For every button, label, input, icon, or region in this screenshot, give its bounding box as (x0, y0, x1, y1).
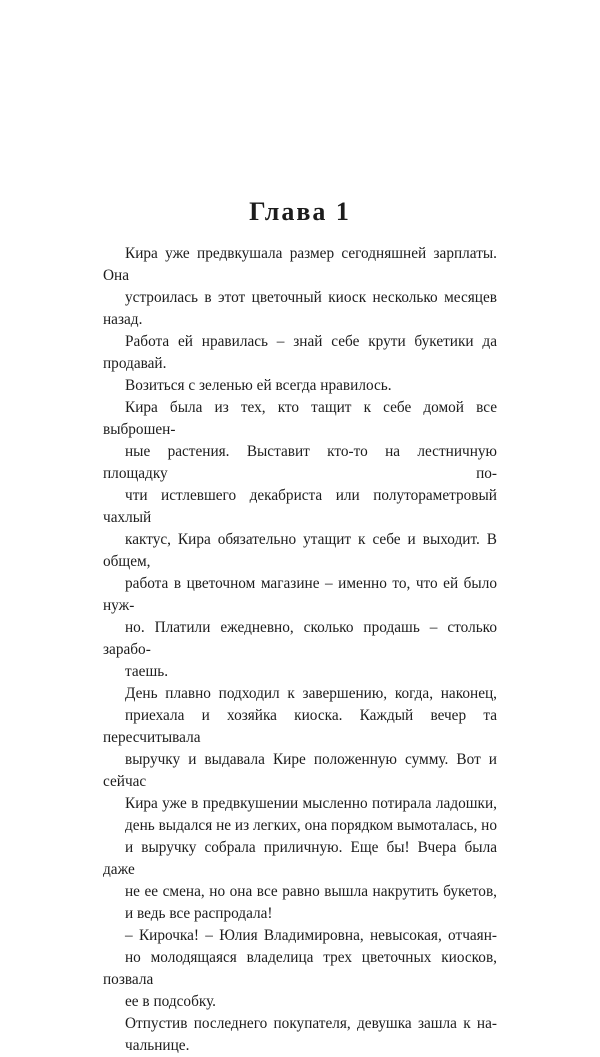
text-line: ные растения. Выставит кто-то на лестничную площадку по- (103, 443, 497, 482)
text-line: чти истлевшего декабриста или полутораметровый чахлый (103, 487, 497, 526)
text-line: и выручку собрала приличную. Еще бы! Вчера была даже (103, 839, 497, 878)
book-page (103, 0, 497, 1054)
text-line: День плавно подходил к завершению, когда, наконец, (125, 685, 497, 702)
text-line: день выдался не из легких, она порядком вымоталась, но (125, 817, 497, 834)
text-line: кактус, Кира обязательно утащит к себе и выходит. В общем, (103, 531, 497, 570)
paragraph (103, 1013, 497, 1057)
text-line: и ведь все распродала! (125, 905, 273, 922)
text-line: приехала и хозяйка киоска. Каждый вечер та пересчитывала (103, 707, 497, 746)
chapter-title: Глава 1 (249, 197, 351, 226)
text-line: Кира уже предвкушала размер сегодняшней зарплаты. Она (103, 245, 497, 284)
text-line: устроилась в этот цветочный киоск несколько месяцев назад. (103, 289, 497, 328)
text-line: Кира уже в предвкушении мысленно потирала ладошки, (125, 795, 497, 812)
paragraph (103, 397, 497, 683)
text-line: но. Платили ежедневно, сколько продашь – столько зарабо- (103, 619, 497, 658)
text-line: Кира была из тех, кто тащит к себе домой все выброшен- (103, 399, 497, 438)
chapter-text (103, 243, 497, 1057)
text-line: работа в цветочном магазине – именно то, что ей было нуж- (103, 575, 497, 614)
text-line: Отпустив последнего покупателя, девушка зашла к на- (125, 1015, 497, 1032)
paragraph (103, 375, 497, 397)
text-line: не ее смена, но она все равно вышла накрутить букетов, (125, 883, 497, 900)
text-line: чальнице. (125, 1037, 190, 1054)
text-line: ее в подсобку. (125, 993, 217, 1010)
text-line: но молодящаяся владелица трех цветочных киосков, позвала (103, 949, 497, 988)
paragraph (103, 925, 497, 1013)
text-line: выручку и выдавала Кире положенную сумму. Вот и сейчас (103, 751, 497, 790)
text-line: – Кирочка! – Юлия Владимировна, невысокая, отчаян- (125, 927, 497, 944)
text-line: таешь. (125, 663, 169, 680)
paragraph (103, 243, 497, 375)
paragraph (103, 683, 497, 925)
text-line: Возиться с зеленью ей всегда нравилось. (125, 377, 392, 394)
text-line: Работа ей нравилась – знай себе крути букетики да продавай. (103, 333, 497, 372)
